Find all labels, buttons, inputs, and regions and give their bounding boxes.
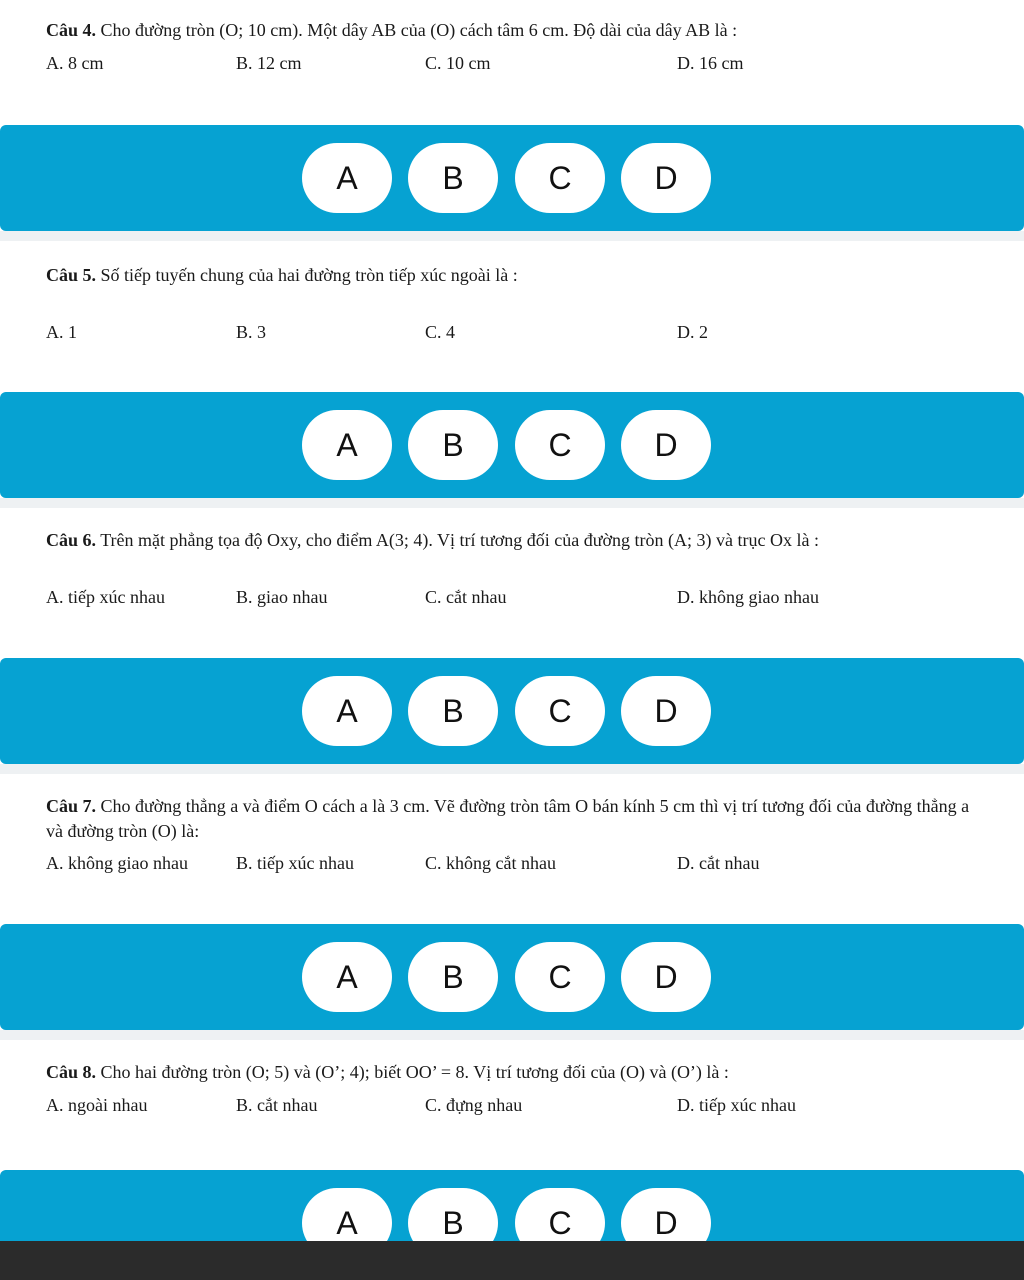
option-c: C. cắt nhau [425,587,507,607]
option-d: D. cắt nhau [677,853,760,873]
answer-button-b[interactable]: B [408,143,498,213]
question-number: Câu 8. [46,1062,97,1082]
option-d: D. 2 [677,322,708,342]
divider [0,498,1024,508]
answer-button-d[interactable]: D [621,1188,711,1258]
answer-button-c[interactable]: C [515,942,605,1012]
option-d: D. không giao nhau [677,587,819,607]
answer-button-a[interactable]: A [302,676,392,746]
option-d: D. tiếp xúc nhau [677,1095,796,1115]
question-number: Câu 6. [46,530,97,550]
answer-button-a[interactable]: A [302,1188,392,1258]
question-text [46,263,984,288]
answer-button-d[interactable]: D [621,410,711,480]
question-text [46,528,972,553]
answer-button-c[interactable]: C [515,1188,605,1258]
answer-button-b[interactable]: B [408,410,498,480]
option-a: A. tiếp xúc nhau [46,587,165,607]
question-6 [0,508,1024,658]
answer-band-4 [0,125,1024,231]
question-body: Trên mặt phẳng tọa độ Oxy, cho điểm A(3; 4). Vị trí tương đối của đường tròn (A; 3) và trục Ox là : [96,530,819,550]
question-number: Câu 4. [46,20,97,40]
option-c: C. 10 cm [425,53,491,73]
option-a: A. ngoài nhau [46,1095,148,1115]
answer-button-c[interactable]: C [515,676,605,746]
question-body: Số tiếp tuyến chung của hai đường tròn tiếp xúc ngoài là : [96,265,518,285]
answer-button-a[interactable]: A [302,942,392,1012]
answer-button-d[interactable]: D [621,676,711,746]
divider [0,764,1024,774]
answer-button-c[interactable]: C [515,410,605,480]
answer-button-a[interactable]: A [302,410,392,480]
answer-band-5 [0,392,1024,498]
option-b: B. cắt nhau [236,1095,318,1115]
option-c: C. đựng nhau [425,1095,523,1115]
option-b: B. 12 cm [236,53,302,73]
option-a: A. không giao nhau [46,853,188,873]
question-number: Câu 5. [46,265,97,285]
question-5 [0,241,1024,392]
answer-button-a[interactable]: A [302,143,392,213]
question-text [46,794,972,844]
question-number: Câu 7. [46,796,97,816]
answer-button-c[interactable]: C [515,143,605,213]
option-b: B. giao nhau [236,587,328,607]
question-text [46,1060,984,1085]
question-8 [0,1040,1024,1170]
option-a: A. 8 cm [46,53,104,73]
answer-button-b[interactable]: B [408,676,498,746]
option-b: B. tiếp xúc nhau [236,853,354,873]
divider [0,1030,1024,1040]
option-c: C. không cắt nhau [425,853,556,873]
option-d: D. 16 cm [677,53,744,73]
answer-button-b[interactable]: B [408,1188,498,1258]
answer-band-6 [0,658,1024,764]
question-body: Cho hai đường tròn (O; 5) và (O’; 4); biết OO’ = 8. Vị trí tương đối của (O) và (O’) là : [96,1062,729,1082]
answer-button-d[interactable]: D [621,942,711,1012]
answer-button-b[interactable]: B [408,942,498,1012]
answer-band-7 [0,924,1024,1030]
question-7 [0,774,1024,924]
question-text [46,18,984,43]
question-body: Cho đường tròn (O; 10 cm). Một dây AB của (O) cách tâm 6 cm. Độ dài của dây AB là : [96,20,738,40]
option-c: C. 4 [425,322,456,342]
bottom-bar [0,1241,1024,1280]
option-b: B. 3 [236,322,267,342]
question-4 [0,0,1024,125]
option-a: A. 1 [46,322,77,342]
question-body: Cho đường thẳng a và điểm O cách a là 3 cm. Vẽ đường tròn tâm O bán kính 5 cm thì vị trí tương đối của đường thẳng a và đường tròn (O) là: [46,796,970,841]
divider [0,231,1024,241]
answer-button-d[interactable]: D [621,143,711,213]
